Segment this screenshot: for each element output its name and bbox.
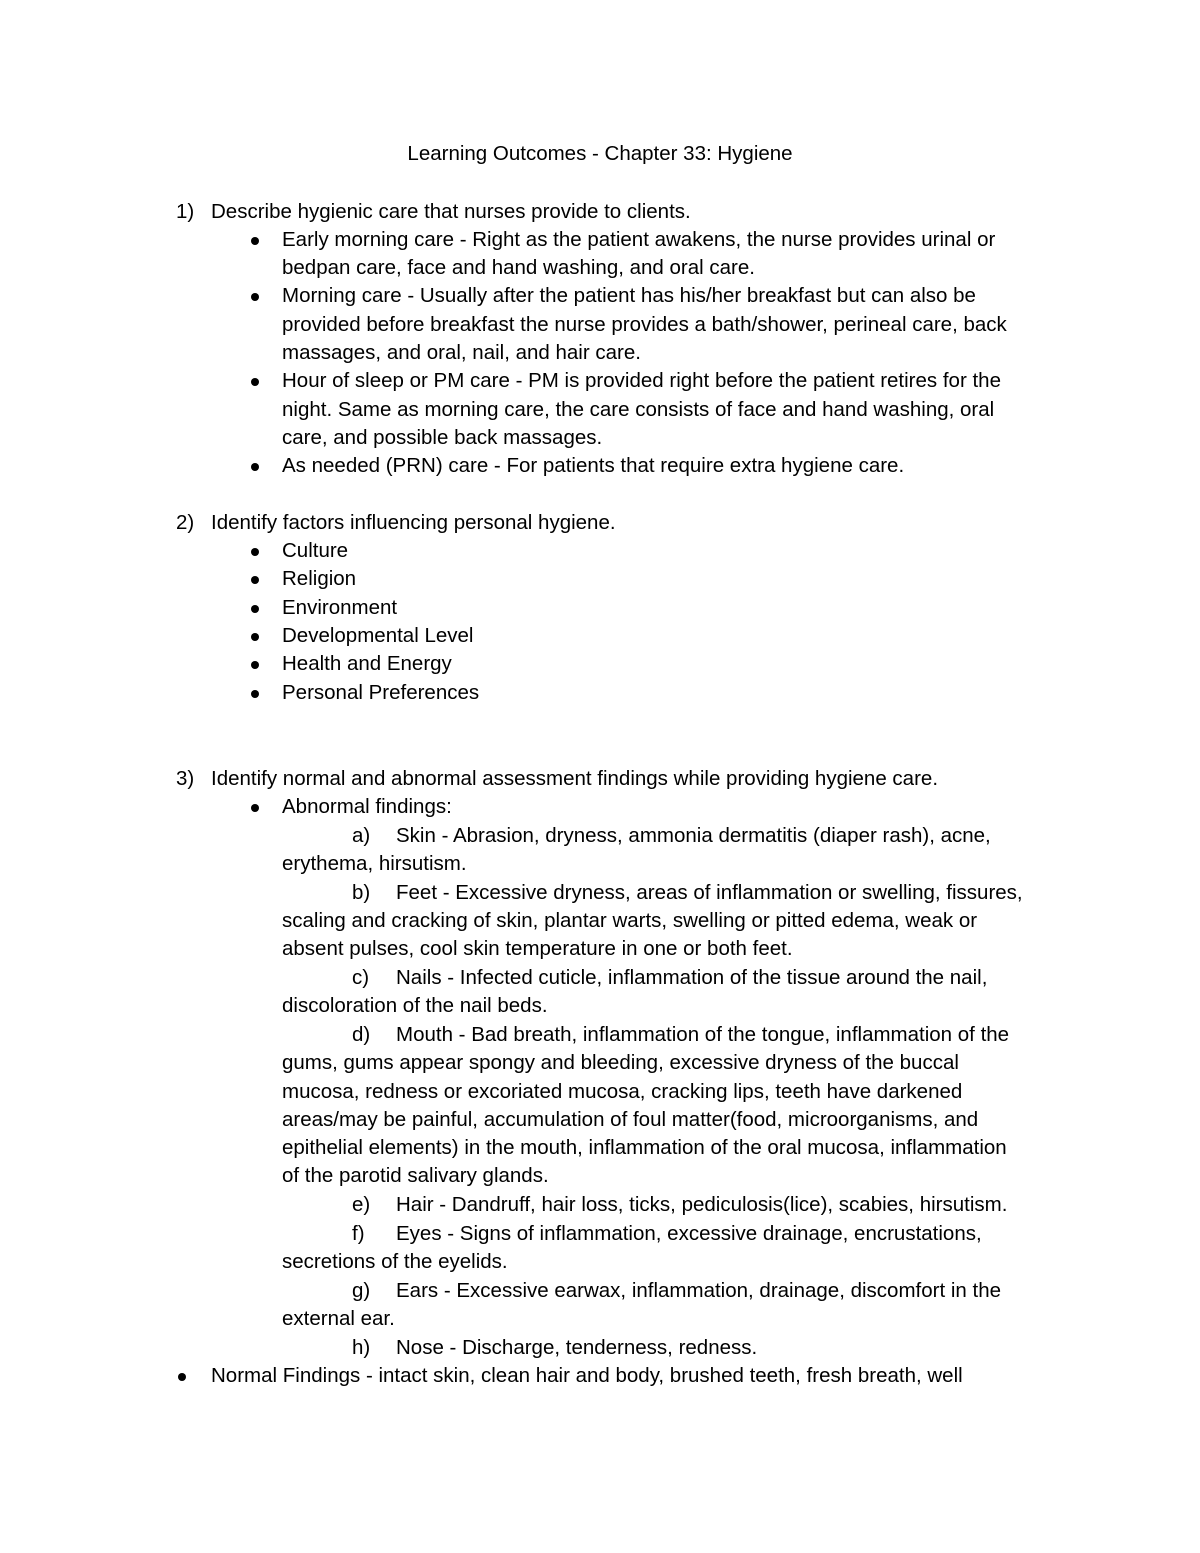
- sub-item-letter: h): [352, 1336, 371, 1359]
- section-number: 2): [176, 511, 195, 534]
- list-item: massages, and oral, nail, and hair care.: [282, 341, 641, 364]
- list-item: As needed (PRN) care - For patients that require extra hygiene care.: [282, 454, 905, 477]
- sub-item-letter: g): [352, 1279, 371, 1302]
- bullet-icon: [178, 1373, 186, 1381]
- sub-item: secretions of the eyelids.: [282, 1250, 508, 1273]
- sub-item-letter: b): [352, 881, 371, 904]
- sub-item: absent pulses, cool skin temperature in one or both feet.: [282, 937, 793, 960]
- list-item: Morning care - Usually after the patient has his/her breakfast but can also be: [282, 284, 976, 307]
- sub-item: Nails - Infected cuticle, inflammation of the tissue around the nail,: [396, 966, 988, 989]
- list-item: Early morning care - Right as the patient awakens, the nurse provides urinal or: [282, 228, 996, 251]
- bullet-icon: [251, 690, 259, 698]
- bullet-icon: [251, 576, 259, 584]
- list-item: Health and Energy: [282, 652, 452, 675]
- bullet-icon: [251, 237, 259, 245]
- sub-item: epithelial elements) in the mouth, inflammation of the oral mucosa, inflammation: [282, 1136, 1007, 1159]
- sub-item: Skin - Abrasion, dryness, ammonia dermatitis (diaper rash), acne,: [396, 824, 991, 847]
- sub-item: Hair - Dandruff, hair loss, ticks, pediculosis(lice), scabies, hirsutism.: [396, 1193, 1008, 1216]
- list-item: Normal Findings - intact skin, clean hair and body, brushed teeth, fresh breath, well: [211, 1364, 963, 1387]
- list-item: night. Same as morning care, the care consists of face and hand washing, oral: [282, 398, 995, 421]
- list-item: Culture: [282, 539, 349, 562]
- sub-item: Nose - Discharge, tenderness, redness.: [396, 1336, 758, 1359]
- section-heading: Identify factors influencing personal hygiene.: [211, 511, 616, 534]
- section-number: 1): [176, 200, 195, 223]
- sub-item: Mouth - Bad breath, inflammation of the tongue, inflammation of the: [396, 1023, 1010, 1046]
- document-title: Learning Outcomes - Chapter 33: Hygiene: [407, 142, 793, 165]
- section-heading: Describe hygienic care that nurses provide to clients.: [211, 200, 691, 223]
- sub-item: external ear.: [282, 1307, 395, 1330]
- sub-item: discoloration of the nail beds.: [282, 994, 548, 1017]
- sub-item: scaling and cracking of skin, plantar warts, swelling or pitted edema, weak or: [282, 909, 978, 932]
- bullet-icon: [251, 633, 259, 641]
- list-item: provided before breakfast the nurse provides a bath/shower, perineal care, back: [282, 313, 1007, 336]
- sub-item: Ears - Excessive earwax, inflammation, drainage, discomfort in the: [396, 1279, 1002, 1302]
- sub-item-letter: e): [352, 1193, 371, 1216]
- list-item: Environment: [282, 596, 398, 619]
- bullet-icon: [251, 661, 259, 669]
- bullet-icon: [251, 605, 259, 613]
- sub-item: Feet - Excessive dryness, areas of inflammation or swelling, fissures,: [396, 881, 1023, 904]
- section-number: 3): [176, 767, 195, 790]
- sub-item-letter: c): [352, 966, 370, 989]
- bullet-icon: [251, 293, 259, 301]
- list-item: bedpan care, face and hand washing, and oral care.: [282, 256, 755, 279]
- sub-item: erythema, hirsutism.: [282, 852, 467, 875]
- list-item: Abnormal findings:: [282, 795, 452, 818]
- sub-item: Eyes - Signs of inflammation, excessive drainage, encrustations,: [396, 1222, 982, 1245]
- list-item: care, and possible back massages.: [282, 426, 603, 449]
- sub-item: mucosa, redness or excoriated mucosa, cracking lips, teeth have darkened: [282, 1080, 963, 1103]
- bullet-icon: [251, 378, 259, 386]
- sub-item-letter: d): [352, 1023, 371, 1046]
- section-heading: Identify normal and abnormal assessment findings while providing hygiene care.: [211, 767, 939, 790]
- sub-item: gums, gums appear spongy and bleeding, excessive dryness of the buccal: [282, 1051, 959, 1074]
- list-item: Religion: [282, 567, 357, 590]
- sub-item: of the parotid salivary glands.: [282, 1164, 549, 1187]
- list-item: Developmental Level: [282, 624, 474, 647]
- sub-item: areas/may be painful, accumulation of foul matter(food, microorganisms, and: [282, 1108, 979, 1131]
- list-item: Hour of sleep or PM care - PM is provided right before the patient retires for the: [282, 369, 1001, 392]
- bullet-icon: [251, 548, 259, 556]
- list-item: Personal Preferences: [282, 681, 480, 704]
- bullet-icon: [251, 804, 259, 812]
- sub-item-letter: a): [352, 824, 371, 847]
- sub-item-letter: f): [352, 1222, 365, 1245]
- bullet-icon: [251, 463, 259, 471]
